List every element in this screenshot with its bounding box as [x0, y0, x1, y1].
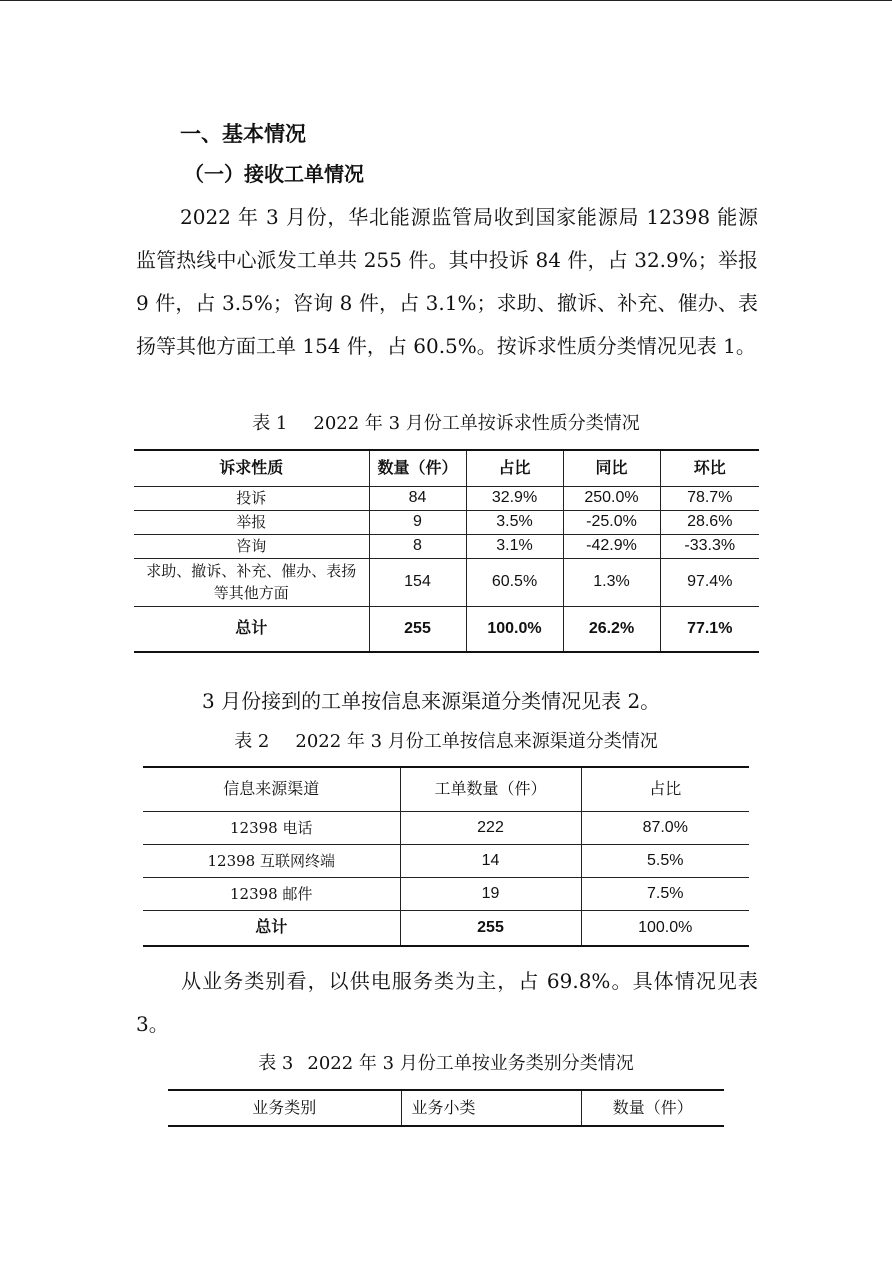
table1-cell: 咨询 — [134, 534, 369, 558]
table2-cell: 222 — [400, 811, 581, 844]
table1-header-cell: 占比 — [466, 450, 563, 486]
table2-cell: 19 — [400, 877, 581, 910]
table1-cell: 60.5% — [466, 558, 563, 606]
table1-cell: -33.3% — [660, 534, 759, 558]
page-top-border — [0, 0, 892, 1]
paragraph-table2-intro — [136, 680, 758, 723]
table2-cell: 12398 互联网终端 — [143, 844, 400, 877]
table1-cell: 28.6% — [660, 510, 759, 534]
table2-caption-title: 2022 年 3 月份工单按信息来源渠道分类情况 — [295, 731, 658, 752]
table1-cell: -42.9% — [563, 534, 660, 558]
table1-caption-number: 表 1 — [252, 413, 288, 434]
paragraph-text: 从业务类别看，以供电服务类为主，占 69.8%。具体情况见表 3。 — [136, 969, 758, 1036]
table1-header-row — [134, 450, 759, 486]
table1-total-cell: 总计 — [134, 606, 369, 652]
table1-cell: 1.3% — [563, 558, 660, 606]
table2-header-row — [143, 767, 749, 811]
table2-caption-number: 表 2 — [234, 731, 270, 752]
section-title: 一、基本情况 — [180, 122, 306, 146]
table2-header-cell: 工单数量（件） — [400, 767, 581, 811]
table1-cell: 250.0% — [563, 486, 660, 510]
table1-cell: 84 — [369, 486, 466, 510]
table1-cell: 投诉 — [134, 486, 369, 510]
table1-cell: 3.1% — [466, 534, 563, 558]
table1-cell: 154 — [369, 558, 466, 606]
table3-header-row — [168, 1090, 724, 1126]
table1-cell: 9 — [369, 510, 466, 534]
table2-total-row — [143, 910, 749, 946]
table-row — [143, 877, 749, 910]
table-row — [143, 844, 749, 877]
paragraph-text: 3 月份接到的工单按信息来源渠道分类情况见表 2。 — [202, 689, 661, 713]
table1-total-cell: 255 — [369, 606, 466, 652]
paragraph-work-orders-summary — [136, 196, 758, 368]
table3-caption-number: 表 3 — [258, 1053, 294, 1074]
table3-header-cell: 业务类别 — [168, 1090, 401, 1126]
table3-header-cell: 数量（件） — [581, 1090, 724, 1126]
table3-header-cell: 业务小类 — [401, 1090, 581, 1126]
table1-total-cell: 77.1% — [660, 606, 759, 652]
table2-cell: 14 — [400, 844, 581, 877]
table3-business-category — [168, 1089, 724, 1127]
table1-cell: 78.7% — [660, 486, 759, 510]
paragraph-business-category — [136, 960, 758, 1046]
table2-total-cell: 总计 — [143, 910, 400, 946]
table1-header-cell: 数量（件） — [369, 450, 466, 486]
table1-cell: 97.4% — [660, 558, 759, 606]
table1-header-cell: 诉求性质 — [134, 450, 369, 486]
table2-caption — [0, 730, 892, 754]
table-row — [134, 558, 759, 606]
table1-cell: -25.0% — [563, 510, 660, 534]
table2-info-source — [143, 766, 749, 947]
table2-cell: 12398 邮件 — [143, 877, 400, 910]
table2-header-cell: 占比 — [581, 767, 749, 811]
subsection-title: （一）接收工单情况 — [184, 162, 364, 186]
table2-cell: 5.5% — [581, 844, 749, 877]
table-row — [143, 811, 749, 844]
table1-cell: 举报 — [134, 510, 369, 534]
table1-cell: 求助、撤诉、补充、催办、表扬等其他方面 — [134, 558, 369, 606]
paragraph-text: 2022 年 3 月份，华北能源监管局收到国家能源局 12398 能源监管热线中心派发工单共 255 件。其中投诉 84 件，占 32.9%；举报 9 件，占 3.5%；咨询 8 件，占 3.1%；求助、撤诉、补充、催办、表扬等其他方面工单 154 件，占 60.5%。按诉求性质分类情况见表 1。 — [136, 205, 758, 358]
table2-total-cell: 255 — [400, 910, 581, 946]
table2-total-cell: 100.0% — [581, 910, 749, 946]
table1-caption — [0, 412, 892, 436]
table1-total-row — [134, 606, 759, 652]
table1-cell: 8 — [369, 534, 466, 558]
table2-cell: 7.5% — [581, 877, 749, 910]
table-row — [134, 510, 759, 534]
table1-total-cell: 100.0% — [466, 606, 563, 652]
table3-caption — [0, 1052, 892, 1076]
table1-total-cell: 26.2% — [563, 606, 660, 652]
table1-caption-title: 2022 年 3 月份工单按诉求性质分类情况 — [313, 413, 640, 434]
table-row — [134, 486, 759, 510]
table1-header-cell: 环比 — [660, 450, 759, 486]
table2-cell: 12398 电话 — [143, 811, 400, 844]
table2-cell: 87.0% — [581, 811, 749, 844]
table-row — [134, 534, 759, 558]
table1-appeal-nature — [134, 449, 759, 653]
table2-header-cell: 信息来源渠道 — [143, 767, 400, 811]
table1-cell: 32.9% — [466, 486, 563, 510]
table1-header-cell: 同比 — [563, 450, 660, 486]
table1-cell: 3.5% — [466, 510, 563, 534]
table3-caption-title: 2022 年 3 月份工单按业务类别分类情况 — [307, 1053, 634, 1074]
